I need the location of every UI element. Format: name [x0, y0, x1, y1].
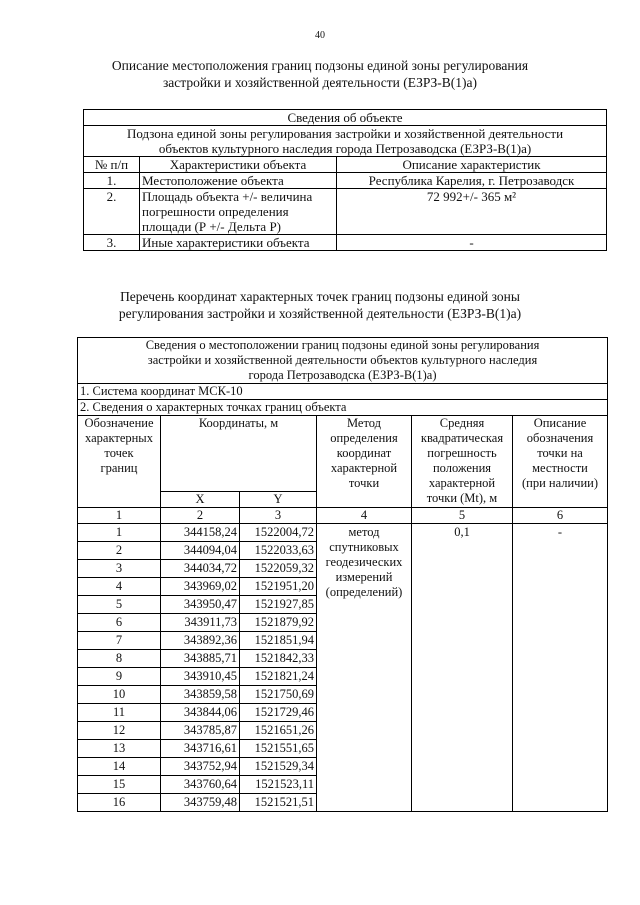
- column-number: 4: [317, 508, 412, 524]
- column-number: 5: [412, 508, 513, 524]
- row-number: 3.: [84, 235, 140, 251]
- point-x: 343785,87: [161, 722, 240, 740]
- section-title-coordinates: [0, 288, 640, 322]
- characteristic-line: погрешности определения: [142, 204, 289, 219]
- point-y: 1521851,94: [240, 632, 317, 650]
- point-y: 1521951,20: [240, 578, 317, 596]
- point-number: 14: [78, 758, 161, 776]
- point-x: 343752,94: [161, 758, 240, 776]
- point-number: 16: [78, 794, 161, 812]
- method-line: (определений): [325, 585, 403, 599]
- characteristic-line: Площадь объекта +/- величина: [142, 189, 313, 204]
- header-number: № п/п: [84, 157, 140, 173]
- point-number: 11: [78, 704, 161, 722]
- point-y: 1521551,65: [240, 740, 317, 758]
- point-number: 2: [78, 542, 161, 560]
- header-method: [317, 416, 412, 508]
- row-characteristic: Местоположение объекта: [140, 173, 337, 189]
- row-value: -: [337, 235, 607, 251]
- column-number: 6: [513, 508, 608, 524]
- row-value: Республика Карелия, г. Петрозаводск: [337, 173, 607, 189]
- header-line: местности: [532, 461, 588, 475]
- accuracy-cell: 0,1: [412, 524, 513, 812]
- coords-caption: [78, 338, 608, 384]
- header-line: характерной: [330, 461, 398, 475]
- column-number: 1: [78, 508, 161, 524]
- title-line: регулирования застройки и хозяйственной деятельности (ЕЗРЗ-В(1)а): [118, 306, 522, 321]
- point-x: 343759,48: [161, 794, 240, 812]
- column-number: 2: [161, 508, 240, 524]
- header-point-description: [513, 416, 608, 508]
- header-line: Метод: [346, 416, 382, 430]
- point-number: 6: [78, 614, 161, 632]
- point-y: 1522004,72: [240, 524, 317, 542]
- header-point-label: [78, 416, 161, 508]
- point-x: 343910,45: [161, 668, 240, 686]
- coordinates-table: [77, 337, 608, 812]
- point-y: 1521529,34: [240, 758, 317, 776]
- title-line: Описание местоположения границ подзоны единой зоны регулирования: [111, 58, 529, 73]
- object-table-subtitle: [84, 126, 607, 157]
- point-x: 343892,36: [161, 632, 240, 650]
- header-line: характерных: [85, 431, 153, 445]
- row-characteristic: [140, 189, 337, 235]
- header-line: Описание: [533, 416, 587, 430]
- header-line: положения: [432, 461, 492, 475]
- point-x: 343844,06: [161, 704, 240, 722]
- header-line: квадратическая: [420, 431, 504, 445]
- point-y: 1522033,63: [240, 542, 317, 560]
- header-description: Описание характеристик: [337, 157, 607, 173]
- caption-line: Сведения о местоположении границ подзоны единой зоны регулирования: [145, 338, 540, 352]
- point-y: 1521879,92: [240, 614, 317, 632]
- point-y: 1521651,26: [240, 722, 317, 740]
- point-number: 13: [78, 740, 161, 758]
- header-characteristics: Характеристики объекта: [140, 157, 337, 173]
- subtitle-line: Подзона единой зоны регулирования застройки и хозяйственной деятельности: [126, 126, 564, 141]
- point-x: 343969,02: [161, 578, 240, 596]
- point-number: 4: [78, 578, 161, 596]
- point-number: 1: [78, 524, 161, 542]
- point-y: 1521729,46: [240, 704, 317, 722]
- coordinate-system: 1. Система координат МСК-10: [78, 384, 608, 400]
- section-title-description: [0, 57, 640, 91]
- header-line: точки на: [537, 446, 583, 460]
- header-line: погрешность: [427, 446, 497, 460]
- header-y: Y: [240, 492, 317, 508]
- description-cell: -: [513, 524, 608, 812]
- header-accuracy: [412, 416, 513, 508]
- header-line: (при наличии): [521, 476, 599, 490]
- column-number: 3: [240, 508, 317, 524]
- point-number: 10: [78, 686, 161, 704]
- point-number: 3: [78, 560, 161, 578]
- characteristic-line: площади (Р +/- Дельта Р): [142, 219, 282, 234]
- point-y: 1521750,69: [240, 686, 317, 704]
- point-y: 1521521,51: [240, 794, 317, 812]
- header-line: точки (Mt), м: [426, 491, 498, 505]
- header-line: точек: [104, 446, 134, 460]
- caption-line: города Петрозаводска (ЕЗРЗ-В(1)а): [248, 368, 437, 382]
- caption-line: застройки и хозяйственной деятельности объектов культурного наследия: [147, 353, 538, 367]
- point-x: 344034,72: [161, 560, 240, 578]
- point-x: 344158,24: [161, 524, 240, 542]
- header-line: обозначения: [526, 431, 594, 445]
- point-y: 1521842,33: [240, 650, 317, 668]
- point-y: 1521927,85: [240, 596, 317, 614]
- point-number: 7: [78, 632, 161, 650]
- title-line: Перечень координат характерных точек границ подзоны единой зоны: [120, 289, 520, 304]
- object-table-caption: Сведения об объекте: [84, 110, 607, 126]
- row-number: 1.: [84, 173, 140, 189]
- header-coordinates: Координаты, м: [161, 416, 317, 492]
- header-line: характерной: [428, 476, 496, 490]
- header-line: точки: [348, 476, 380, 490]
- point-x: 343950,47: [161, 596, 240, 614]
- object-info-table: [83, 109, 607, 251]
- points-body: [78, 524, 608, 812]
- row-number: 2.: [84, 189, 140, 235]
- method-line: измерений: [335, 570, 393, 584]
- method-cell: [317, 524, 412, 812]
- header-x: X: [161, 492, 240, 508]
- point-y: 1522059,32: [240, 560, 317, 578]
- method-line: метод: [348, 525, 380, 539]
- point-y: 1521821,24: [240, 668, 317, 686]
- method-line: геодезических: [325, 555, 403, 569]
- point-number: 5: [78, 596, 161, 614]
- header-line: Обозначение: [84, 416, 154, 430]
- point-number: 8: [78, 650, 161, 668]
- page-number: 40: [315, 30, 325, 41]
- point-number: 15: [78, 776, 161, 794]
- point-x: 344094,04: [161, 542, 240, 560]
- row-characteristic: Иные характеристики объекта: [140, 235, 337, 251]
- point-x: 343716,61: [161, 740, 240, 758]
- point-x: 343859,58: [161, 686, 240, 704]
- point-y: 1521523,11: [240, 776, 317, 794]
- point-number: 9: [78, 668, 161, 686]
- method-line: спутниковых: [329, 540, 399, 554]
- title-line: застройки и хозяйственной деятельности (ЕЗРЗ-В(1)а): [162, 75, 478, 90]
- point-number: 12: [78, 722, 161, 740]
- point-x: 343885,71: [161, 650, 240, 668]
- points-section-title: 2. Сведения о характерных точках границ объекта: [78, 400, 608, 416]
- point-x: 343760,64: [161, 776, 240, 794]
- header-line: Средняя: [439, 416, 485, 430]
- point-x: 343911,73: [161, 614, 240, 632]
- header-line: координат: [336, 446, 392, 460]
- subtitle-line: объектов культурного наследия города Петрозаводска (ЕЗРЗ-В(1)а): [158, 141, 532, 156]
- row-value: 72 992+/- 365 м²: [337, 189, 607, 235]
- header-line: определения: [330, 431, 398, 445]
- table-row: [78, 524, 608, 542]
- header-line: границ: [100, 461, 138, 475]
